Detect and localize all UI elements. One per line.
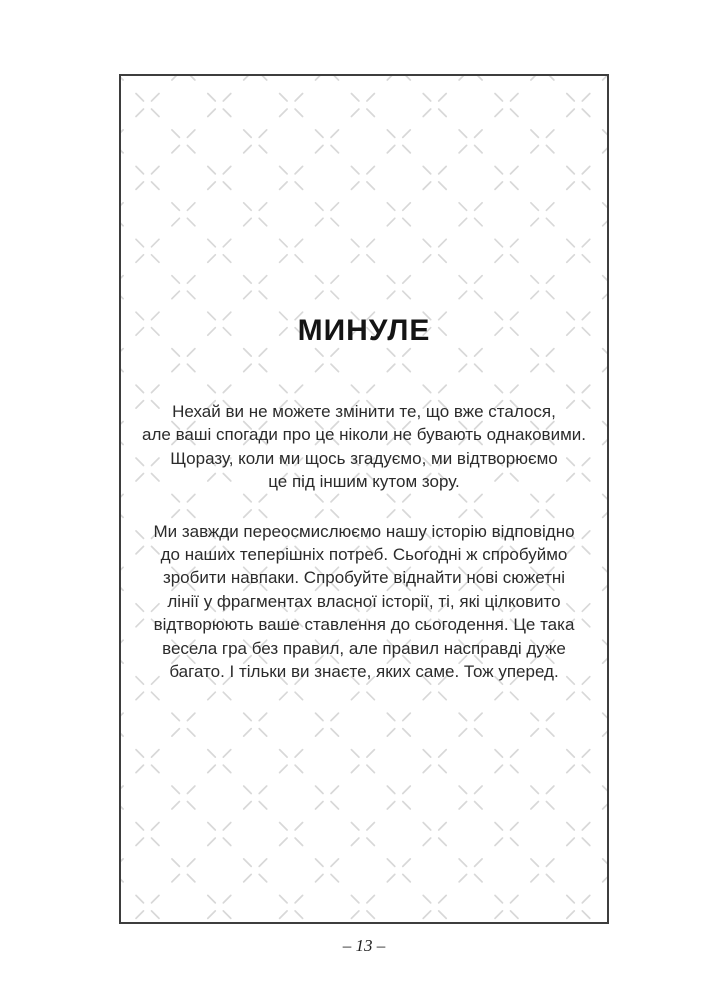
- paragraph-line: відтворюють ваше ставлення до сьогодення. Це така: [153, 615, 575, 635]
- paragraph-line: але ваші спогади про це ніколи не бувають однаковими.: [142, 425, 586, 445]
- paragraph: [121, 520, 607, 684]
- paragraph-line: весела гра без правил, але правил насправді дуже: [162, 638, 566, 658]
- paragraph-line: лінії у фрагментах власної історії, ті, які цілковито: [167, 591, 561, 611]
- paragraph-line: це під іншим кутом зору.: [268, 472, 460, 492]
- body-paragraphs: [121, 400, 607, 683]
- page-frame: [119, 74, 609, 924]
- page-number: – 13 –: [342, 936, 386, 955]
- paragraph-line: багато. І тільки ви знаєте, яких саме. Тож уперед.: [169, 662, 559, 682]
- paragraph-line: до наших теперішніх потреб. Сьогодні ж спробуймо: [160, 545, 568, 565]
- paragraph-line: Ми завжди переосмислюємо нашу історію відповідно: [153, 521, 575, 541]
- paragraph: [121, 400, 607, 494]
- paragraph-line: Щоразу, коли ми щось згадуємо, ми відтворюємо: [170, 448, 558, 468]
- paragraph-line: Нехай ви не можете змінити те, що вже сталося,: [172, 402, 556, 421]
- paragraph-line: зробити навпаки. Спробуйте віднайти нові сюжетні: [162, 568, 566, 588]
- page-title: МИНУЛЕ: [297, 314, 431, 347]
